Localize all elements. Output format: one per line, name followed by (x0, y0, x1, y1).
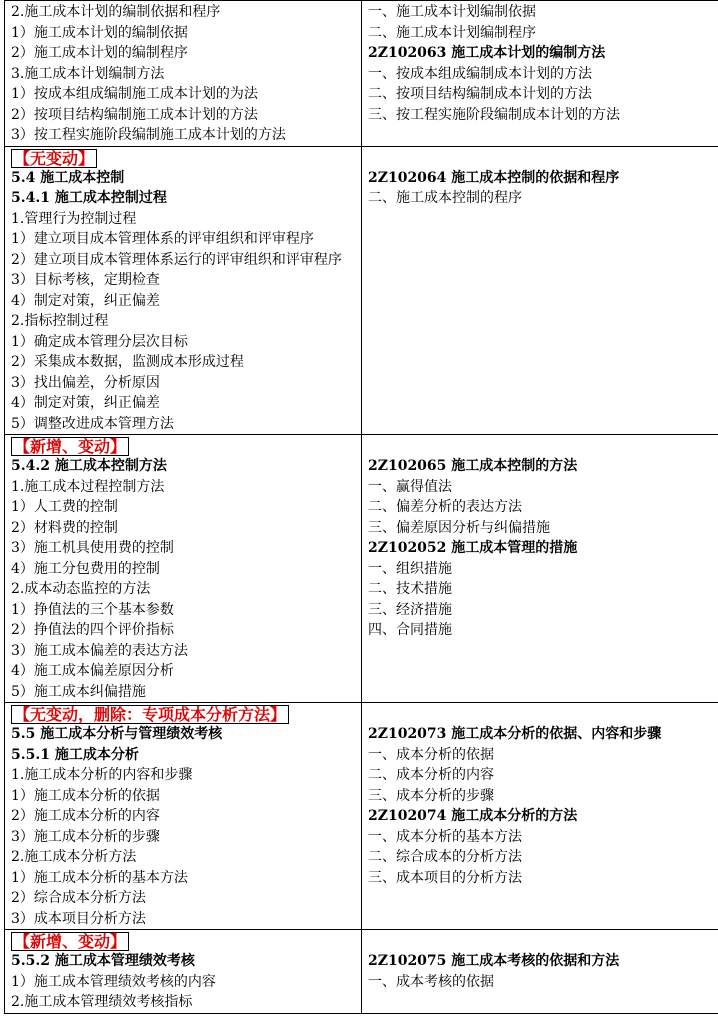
outline-line: 三、成本项目的分析方法 (368, 869, 522, 886)
outline-line: 3）找出偏差，分析原因 (11, 374, 160, 391)
section-heading: 5.5 施工成本分析与管理绩效考核 (11, 726, 223, 742)
table-row (5, 930, 718, 1014)
outline-line: 二、技术措施 (368, 581, 452, 597)
outline-line: 1.施工成本分析的内容和步骤 (11, 767, 193, 783)
outline-line: 四、合同措施 (368, 622, 452, 638)
outline-line: 5）调整改进成本管理方法 (11, 415, 174, 432)
section-heading: 5.4.1 施工成本控制过程 (11, 190, 167, 206)
outline-line: 1）施工成本计划的编制依据 (11, 24, 188, 41)
outline-line: 二、综合成本的分析方法 (368, 849, 522, 865)
outline-line: 2）采集成本数据，监测成本形成过程 (11, 354, 244, 370)
outline-line: 2）施工成本分析的内容 (11, 808, 160, 824)
old-syllabus-cell (5, 435, 362, 703)
outline-line: 一、施工成本计划编制依据 (368, 4, 536, 20)
outline-line: 1.施工成本过程控制方法 (11, 478, 165, 495)
outline-line: 4）制定对策，纠正偏差 (11, 395, 160, 411)
outline-line: 2）综合成本分析方法 (11, 890, 146, 906)
table-row (5, 703, 718, 930)
outline-line: 一、成本分析的依据 (368, 746, 494, 763)
outline-line: 2）材料费的控制 (11, 519, 118, 536)
table-row (5, 1, 718, 147)
outline-line: 1）确定成本管理分层次目标 (11, 333, 188, 350)
outline-line: 1）按成本组成编制施工成本计划的为法 (11, 86, 258, 102)
tag-spacer (368, 436, 717, 456)
old-syllabus-cell (5, 930, 362, 1014)
section-heading: 2Z102063 施工成本计划的编制方法 (368, 45, 606, 61)
table-row (5, 435, 718, 703)
outline-line: 3）成本项目分析方法 (11, 910, 146, 927)
outline-line: 2.施工成本管理绩效考核指标 (11, 994, 193, 1010)
old-syllabus-cell (5, 146, 362, 435)
outline-line: 一、组织措施 (368, 560, 452, 577)
outline-line: 三、偏差原因分析与纠偏措施 (368, 519, 550, 536)
section-heading: 2Z102073 施工成本分析的依据、内容和步骤 (368, 726, 662, 742)
outline-line: 3）施工成本分析的步骤 (11, 828, 160, 845)
change-tag: 【无变动】 (11, 149, 97, 168)
change-tag-line (11, 931, 357, 951)
old-syllabus-cell (5, 703, 362, 930)
change-tag-line (11, 704, 357, 724)
change-tag: 【无变动，删除：专项成本分析方法】 (11, 705, 289, 724)
section-heading: 2Z102065 施工成本控制的方法 (368, 458, 578, 474)
change-tag-line (11, 436, 357, 456)
outline-line: 2.成本动态监控的方法 (11, 581, 151, 597)
section-heading: 2Z102074 施工成本分析的方法 (368, 808, 578, 824)
outline-line: 2.施工成本分析方法 (11, 849, 137, 865)
new-textbook-cell (362, 930, 718, 1014)
outline-line: 2）施工成本计划的编制程序 (11, 45, 188, 61)
outline-line: 一、按成本组成编制成本计划的方法 (368, 65, 592, 82)
comparison-table (4, 0, 718, 1014)
outline-line: 二、施工成本控制的程序 (368, 190, 522, 206)
outline-line: 2）建立项目成本管理体系运行的评审组织和评审程序 (11, 251, 342, 268)
outline-line: 5）施工成本纠偏措施 (11, 683, 146, 700)
outline-line: 2）按项目结构编制施工成本计划的方法 (11, 106, 258, 123)
section-heading: 2Z102064 施工成本控制的依据和程序 (368, 169, 620, 186)
outline-line: 1）建立项目成本管理体系的评审组织和评审程序 (11, 231, 314, 247)
section-heading: 5.5.1 施工成本分析 (11, 746, 139, 763)
outline-line: 3）目标考核，定期检查 (11, 272, 160, 288)
tag-spacer (368, 148, 717, 168)
old-syllabus-cell (5, 1, 362, 147)
outline-line: 三、经济措施 (368, 601, 452, 618)
outline-line: 1）施工成本分析的基本方法 (11, 869, 188, 886)
outline-line: 二、按项目结构编制成本计划的方法 (368, 86, 592, 102)
new-textbook-cell (362, 1, 718, 147)
outline-line: 1）施工成本管理绩效考核的内容 (11, 973, 216, 990)
outline-line: 3.施工成本计划编制方法 (11, 65, 165, 82)
outline-line: 2.施工成本计划的编制依据和程序 (11, 4, 221, 20)
new-textbook-cell (362, 146, 718, 435)
outline-line: 1.管理行为控制过程 (11, 210, 137, 227)
outline-line: 1）人工费的控制 (11, 499, 118, 515)
outline-line: 二、成本分析的内容 (368, 767, 494, 783)
outline-line: 3）施工机具使用费的控制 (11, 540, 174, 556)
outline-line: 一、成本分析的基本方法 (368, 828, 522, 845)
change-tag: 【新增、变动】 (11, 932, 129, 951)
section-heading: 5.5.2 施工成本管理绩效考核 (11, 953, 195, 969)
outline-line: 三、成本分析的步骤 (368, 787, 494, 804)
outline-line: 2.指标控制过程 (11, 313, 109, 329)
outline-line: 3）按工程实施阶段编制施工成本计划的方法 (11, 127, 286, 143)
outline-line: 一、成本考核的依据 (368, 973, 494, 990)
outline-line: 2）挣值法的四个评价指标 (11, 622, 174, 638)
outline-line: 4）制定对策，纠正偏差 (11, 292, 160, 309)
section-heading: 5.4 施工成本控制 (11, 169, 125, 186)
new-textbook-cell (362, 435, 718, 703)
outline-line: 1）挣值法的三个基本参数 (11, 601, 174, 618)
tag-spacer (368, 704, 717, 724)
outline-line: 4）施工成本偏差原因分析 (11, 663, 174, 679)
section-heading: 2Z102075 施工成本考核的依据和方法 (368, 953, 620, 969)
outline-line: 三、按工程实施阶段编制成本计划的方法 (368, 106, 620, 123)
outline-line: 1）施工成本分析的依据 (11, 787, 160, 804)
change-tag: 【新增、变动】 (11, 437, 129, 456)
table-row (5, 146, 718, 435)
tag-spacer (368, 931, 717, 951)
outline-line: 一、赢得值法 (368, 478, 452, 495)
section-heading: 5.4.2 施工成本控制方法 (11, 458, 167, 474)
table-body (5, 1, 718, 1014)
section-heading: 2Z102052 施工成本管理的措施 (368, 540, 578, 556)
outline-line: 4）施工分包费用的控制 (11, 560, 160, 577)
outline-line: 3）施工成本偏差的表达方法 (11, 642, 188, 659)
change-tag-line (11, 148, 357, 168)
new-textbook-cell (362, 703, 718, 930)
outline-line: 二、偏差分析的表达方法 (368, 499, 522, 515)
outline-line: 二、施工成本计划编制程序 (368, 24, 536, 41)
